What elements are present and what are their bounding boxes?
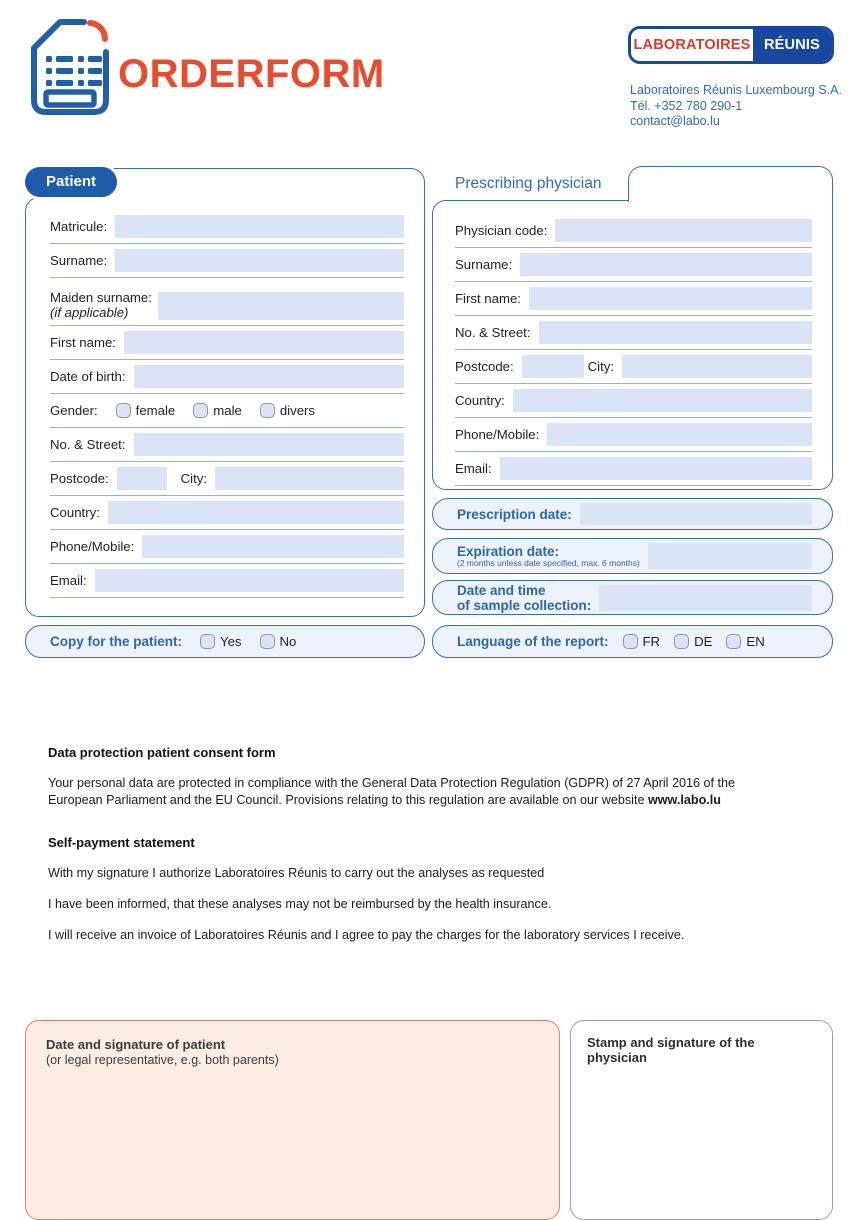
maiden-surname-label-main: Maiden surname: bbox=[50, 290, 152, 305]
copy-option-yes bbox=[200, 634, 242, 649]
patient-tab-outline bbox=[100, 168, 425, 200]
physician-phone-input[interactable] bbox=[547, 423, 812, 446]
gender-option-female bbox=[116, 403, 176, 418]
matricule-label: Matricule: bbox=[50, 219, 108, 234]
physician-country-input[interactable] bbox=[513, 389, 812, 412]
expiration-date-bar bbox=[432, 538, 833, 574]
language-de-label: DE bbox=[694, 634, 713, 649]
language-de-radio[interactable] bbox=[674, 634, 689, 649]
physician-postcode-label: Postcode: bbox=[455, 359, 514, 374]
prescription-date-bar bbox=[432, 498, 833, 530]
physician-city-input[interactable] bbox=[622, 355, 812, 378]
language-fr-label: FR bbox=[642, 634, 661, 649]
consent-heading: Data protection patient consent form bbox=[48, 745, 276, 760]
gender-male-radio[interactable] bbox=[193, 403, 208, 418]
field-row-physician-code bbox=[455, 214, 812, 248]
field-row-first-name bbox=[50, 326, 404, 360]
company-name: Laboratoires Réunis Luxembourg S.A. bbox=[630, 83, 842, 97]
field-row-physician-postcode-city bbox=[455, 350, 812, 384]
patient-signature-box[interactable] bbox=[25, 1020, 560, 1220]
physician-first-name-label: First name: bbox=[455, 291, 521, 306]
city-input[interactable] bbox=[215, 467, 404, 490]
field-row-email bbox=[50, 564, 404, 598]
field-row-surname bbox=[50, 244, 404, 278]
expiration-date-label: Expiration date: bbox=[457, 544, 560, 559]
legal-text-section bbox=[48, 745, 780, 958]
collection-label-line2: of sample collection: bbox=[457, 597, 592, 613]
physician-city-label: City: bbox=[587, 359, 615, 374]
physician-code-label: Physician code: bbox=[455, 223, 548, 238]
physician-phone-label: Phone/Mobile: bbox=[455, 427, 540, 442]
physician-surname-label: Surname: bbox=[455, 257, 513, 272]
copy-option-no bbox=[260, 634, 297, 649]
field-row-physician-country bbox=[455, 384, 812, 418]
field-row-physician-email bbox=[455, 452, 812, 486]
expiration-date-note: (2 months unless date specified, max. 6 months) bbox=[457, 558, 640, 568]
street-label: No. & Street: bbox=[50, 437, 126, 452]
contact-block bbox=[630, 83, 842, 130]
email-label: Email: bbox=[50, 573, 87, 588]
field-row-gender bbox=[50, 394, 404, 428]
document-icon bbox=[24, 14, 116, 120]
physician-street-label: No. & Street: bbox=[455, 325, 531, 340]
language-label: Language of the report: bbox=[457, 634, 609, 649]
city-label: City: bbox=[180, 471, 208, 486]
first-name-input[interactable] bbox=[124, 331, 404, 354]
consent-website-link[interactable]: www.labo.lu bbox=[647, 793, 721, 807]
physician-tab-outline bbox=[628, 166, 833, 202]
copy-no-radio[interactable] bbox=[260, 634, 275, 649]
country-input[interactable] bbox=[108, 501, 404, 524]
gender-divers-radio[interactable] bbox=[260, 403, 275, 418]
self-payment-line-3: I will receive an invoice of Laboratoires Réunis and I agree to pay the charges for the laboratory services I receive. bbox=[48, 928, 685, 942]
date-of-birth-input[interactable] bbox=[134, 365, 405, 388]
field-row-matricule bbox=[50, 210, 404, 244]
consent-body bbox=[48, 775, 780, 809]
physician-section bbox=[432, 200, 833, 490]
language-en-label: EN bbox=[746, 634, 765, 649]
logo-text-laboratoires: LABORATOIRES bbox=[631, 29, 753, 61]
field-row-physician-surname bbox=[455, 248, 812, 282]
patient-signature-note: (or legal representative, e.g. both parents) bbox=[46, 1053, 279, 1067]
company-email: contact@labo.lu bbox=[630, 114, 720, 128]
field-row-physician-street bbox=[455, 316, 812, 350]
physician-first-name-input[interactable] bbox=[529, 287, 812, 310]
country-label: Country: bbox=[50, 505, 100, 520]
company-phone: Tél. +352 780 290-1 bbox=[630, 98, 743, 113]
copy-no-label: No bbox=[279, 634, 297, 649]
surname-input[interactable] bbox=[115, 249, 404, 272]
email-input[interactable] bbox=[95, 569, 404, 592]
phone-input[interactable] bbox=[142, 535, 404, 558]
maiden-surname-label bbox=[50, 290, 152, 320]
prescription-date-label: Prescription date: bbox=[457, 506, 572, 522]
language-option-en bbox=[726, 634, 764, 649]
self-payment-heading: Self-payment statement bbox=[48, 835, 195, 850]
gender-female-radio[interactable] bbox=[116, 403, 131, 418]
physician-signature-box[interactable] bbox=[570, 1020, 833, 1220]
field-row-country bbox=[50, 496, 404, 530]
language-bar bbox=[432, 625, 833, 658]
physician-country-label: Country: bbox=[455, 393, 505, 408]
physician-email-label: Email: bbox=[455, 461, 492, 476]
language-option-de bbox=[674, 634, 712, 649]
field-row-street bbox=[50, 428, 404, 462]
matricule-input[interactable] bbox=[115, 215, 404, 238]
logo-text-reunis: RÉUNIS bbox=[753, 29, 831, 61]
surname-label: Surname: bbox=[50, 253, 108, 268]
phone-label: Phone/Mobile: bbox=[50, 539, 135, 554]
postcode-input[interactable] bbox=[117, 467, 167, 490]
sample-collection-input[interactable] bbox=[599, 585, 812, 611]
physician-section-title: Prescribing physician bbox=[455, 175, 602, 192]
self-payment-line-2: I have been informed, that these analyses may not be reimbursed by the health insurance. bbox=[48, 897, 552, 911]
language-option-fr bbox=[623, 634, 661, 649]
patient-section bbox=[25, 197, 425, 617]
physician-email-input[interactable] bbox=[500, 457, 812, 480]
self-payment-line-1: With my signature I authorize Laboratoires Réunis to carry out the analyses as requested bbox=[48, 866, 545, 880]
maiden-surname-input[interactable] bbox=[158, 292, 404, 320]
consent-body-text: Your personal data are protected in compliance with the General Data Protection Regulation (GDPR) of 27 April 2016 of the European Parliament and the EU Council. Provisions relating to this regulation are available on our website bbox=[48, 776, 735, 807]
collection-label-line1: Date and time bbox=[457, 582, 546, 598]
street-input[interactable] bbox=[134, 433, 405, 456]
gender-female-label: female bbox=[135, 403, 176, 418]
maiden-surname-note: (if applicable) bbox=[50, 305, 129, 320]
physician-surname-input[interactable] bbox=[520, 253, 812, 276]
language-en-radio[interactable] bbox=[726, 634, 741, 649]
field-row-date-of-birth bbox=[50, 360, 404, 394]
field-row-phone bbox=[50, 530, 404, 564]
gender-divers-label: divers bbox=[279, 403, 316, 418]
copy-yes-label: Yes bbox=[220, 634, 242, 649]
patient-section-tab: Patient bbox=[25, 167, 117, 197]
gender-option-male bbox=[193, 403, 242, 418]
field-row-postcode-city bbox=[50, 462, 404, 496]
laboratoires-reunis-logo bbox=[628, 26, 834, 64]
language-fr-radio[interactable] bbox=[623, 634, 638, 649]
gender-male-label: male bbox=[213, 403, 242, 418]
field-row-physician-phone bbox=[455, 418, 812, 452]
physician-signature-heading: Stamp and signature of the physician bbox=[587, 1035, 755, 1065]
date-of-birth-label: Date of birth: bbox=[50, 369, 126, 384]
first-name-label: First name: bbox=[50, 335, 116, 350]
copy-for-patient-label: Copy for the patient: bbox=[50, 634, 182, 649]
patient-signature-heading: Date and signature of patient bbox=[46, 1037, 226, 1052]
copy-for-patient-bar bbox=[25, 625, 425, 658]
physician-code-input[interactable] bbox=[555, 219, 812, 242]
prescription-date-input[interactable] bbox=[580, 503, 812, 525]
field-row-maiden-surname bbox=[50, 278, 404, 326]
expiration-date-input[interactable] bbox=[648, 543, 812, 569]
postcode-label: Postcode: bbox=[50, 471, 109, 486]
physician-street-input[interactable] bbox=[539, 321, 813, 344]
field-row-physician-first-name bbox=[455, 282, 812, 316]
page-title: ORDERFORM bbox=[118, 52, 385, 96]
gender-label: Gender: bbox=[50, 403, 98, 418]
sample-collection-bar bbox=[432, 580, 833, 615]
copy-yes-radio[interactable] bbox=[200, 634, 215, 649]
gender-option-divers bbox=[260, 403, 315, 418]
physician-postcode-input[interactable] bbox=[522, 355, 584, 378]
